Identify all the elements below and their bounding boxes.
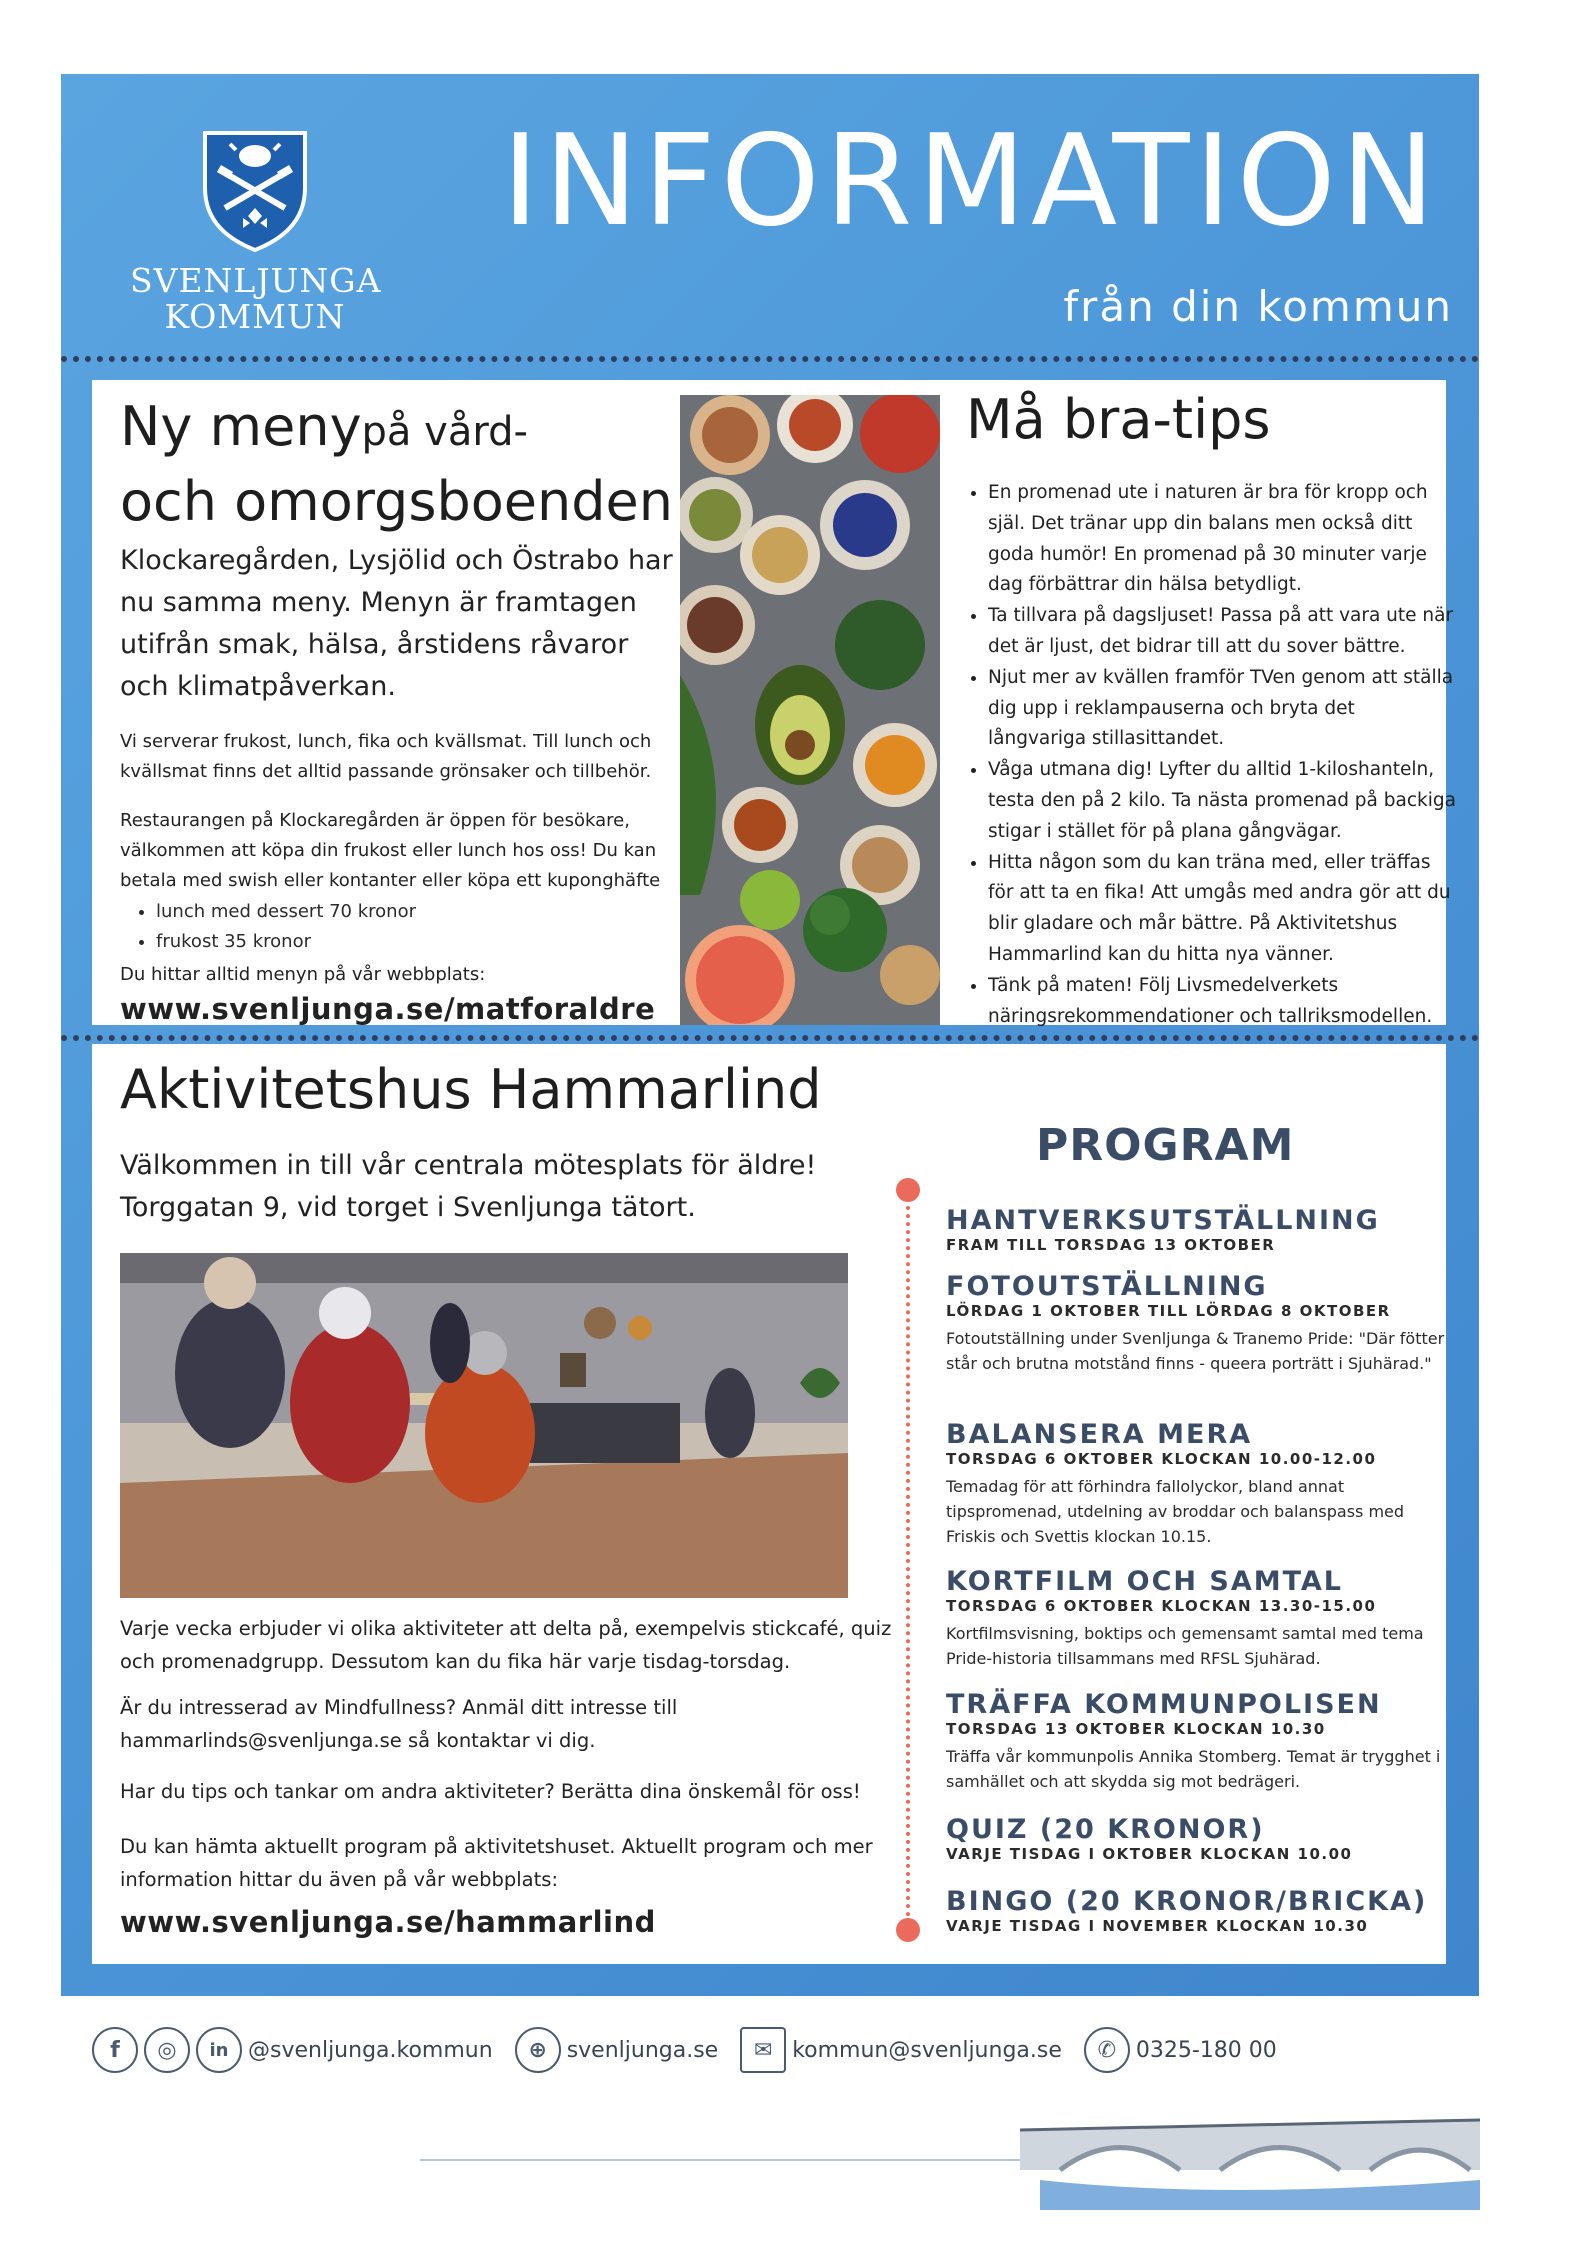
coat-of-arms-icon <box>200 128 310 253</box>
tip-item: • En promenad ute i naturen är bra för kropp och själ. Det tränar upp din balans men också ditt goda humör! En promenad på 30 minuter varje dag förbättrar din hälsa betydligt. <box>988 478 1458 601</box>
phone-number[interactable]: 0325-180 00 <box>1135 2037 1277 2063</box>
menu-heading-big: Ny meny <box>120 395 362 458</box>
price-list <box>120 897 416 957</box>
event-date: TORSDAG 13 OKTOBER KLOCKAN 10.30 <box>946 1720 1326 1738</box>
bridge-illustration <box>420 2100 1480 2220</box>
event-title: QUIZ (20 KRONOR) <box>946 1814 1265 1845</box>
tip-item: • Tänk på maten! Följ Livsmedelverkets näringsrekommendationer och tallriksmodellen. <box>988 971 1458 1033</box>
event-date: VARJE TISDAG I OKTOBER KLOCKAN 10.00 <box>946 1845 1353 1863</box>
event-title: BINGO (20 KRONOR/BRICKA) <box>946 1886 1428 1917</box>
program-event <box>946 1272 1446 1376</box>
website-link[interactable]: svenljunga.se <box>566 2037 719 2063</box>
program-event <box>946 1690 1446 1794</box>
event-date: LÖRDAG 1 OKTOBER TILL LÖRDAG 8 OKTOBER <box>946 1302 1391 1320</box>
activity-photo <box>120 1253 848 1598</box>
price-item: • frukost 35 kronor <box>156 927 416 957</box>
event-date: TORSDAG 6 OKTOBER KLOCKAN 13.30-15.00 <box>946 1597 1377 1615</box>
social-handle[interactable]: @svenljunga.kommun <box>248 2037 493 2063</box>
menu-paragraph-1: Vi serverar frukost, lunch, fika och kvällsmat. Till lunch och kvällsmat finns det alltid passande grönsaker och tillbehör. <box>120 731 652 782</box>
activity-url-link[interactable]: www.svenljunga.se/hammarlind <box>120 1905 656 1939</box>
instagram-icon[interactable]: ◎ <box>144 2027 190 2073</box>
dotted-divider <box>61 1035 1479 1041</box>
event-description: Fotoutställning under Svenljunga & Tranemo Pride: "Där fötter står och brutna motstånd finns - queera porträtt i Sjuhärad." <box>946 1329 1445 1373</box>
tip-item: • Njut mer av kvällen framför TVen genom att ställa dig upp i reklampauserna och bryta det långvariga stillasittandet. <box>988 663 1458 755</box>
price-item: • lunch med dessert 70 kronor <box>156 897 416 927</box>
timeline-dot <box>896 1918 920 1942</box>
logo-line1: SVENLJUNGA <box>130 261 382 300</box>
footer-contacts <box>92 2020 1299 2080</box>
activity-paragraph-1: Varje vecka erbjuder vi olika aktiviteter att delta på, exempelvis stickcafé, quiz och promenadgrupp. Dessutom kan du fika här varje tisdag-torsdag. <box>120 1617 892 1673</box>
event-title: TRÄFFA KOMMUNPOLISEN <box>946 1689 1382 1720</box>
activity-paragraph-2: Är du intresserad av Mindfullness? Anmäl ditt intresse till hammarlinds@svenljunga.se så kontaktar vi dig. <box>120 1696 678 1752</box>
activity-paragraph-4: Du kan hämta aktuellt program på aktivitetshuset. Aktuellt program och mer information hittar du även på vår webbplats: <box>120 1835 873 1891</box>
event-description: Träffa vår kommunpolis Annika Stomberg. Temat är trygghet i samhället och att skydda sig mot bedrägeri. <box>946 1747 1441 1791</box>
event-date: TORSDAG 6 OKTOBER KLOCKAN 10.00-12.00 <box>946 1450 1377 1468</box>
menu-heading-small: på vård- <box>361 409 528 455</box>
program-event <box>946 1567 1446 1671</box>
mail-icon: ✉ <box>740 2027 786 2073</box>
menu-url-link[interactable]: www.svenljunga.se/matforaldre <box>120 992 656 1026</box>
menu-paragraph-2: Restaurangen på Klockaregården är öppen för besökare, välkommen att köpa din frukost eller lunch hos oss! Du kan betala med swish eller kontanter eller köpa ett kuponghäfte <box>120 810 661 891</box>
event-title: KORTFILM OCH SAMTAL <box>946 1566 1344 1597</box>
menu-lead: Klockaregården, Lysjölid och Östrabo har nu samma meny. Menyn är framtagen utifrån smak, hälsa, årstidens råvaror och klimatpåverkan. <box>120 545 673 702</box>
event-title: FOTOUTSTÄLLNING <box>946 1271 1268 1302</box>
logo-line2: KOMMUN <box>164 297 346 336</box>
program-event <box>946 1206 1446 1254</box>
menu-heading <box>120 392 680 537</box>
globe-icon: ⊕ <box>515 2027 561 2073</box>
program-event <box>946 1887 1446 1935</box>
tips-heading: Må bra-tips <box>966 388 1271 451</box>
event-title: HANTVERKSUTSTÄLLNING <box>946 1205 1380 1236</box>
page-title: INFORMATION <box>501 107 1440 254</box>
tip-item: • Ta tillvara på dagsljuset! Passa på att vara ute när det är ljust, det bidrar till att du sover bättre. <box>988 601 1458 663</box>
activity-paragraph-3: Har du tips och tankar om andra aktiviteter? Berätta dina önskemål för oss! <box>120 1780 861 1803</box>
menu-more-text: Du hittar alltid menyn på vår webbplats: <box>120 964 486 985</box>
activity-heading: Aktivitetshus Hammarlind <box>120 1058 822 1121</box>
tip-item: • Våga utmana dig! Lyfter du alltid 1-kiloshanteln, testa den på 2 kilo. Ta nästa promenad på backiga stigar i stället för på plana gångvägar. <box>988 755 1458 847</box>
program-timeline <box>906 1190 910 1925</box>
program-event <box>946 1815 1446 1863</box>
phone-icon: ✆ <box>1084 2027 1130 2073</box>
facebook-icon[interactable]: f <box>92 2027 138 2073</box>
event-description: Kortfilmsvisning, boktips och gemensamt samtal med tema Pride-historia tillsammans med RFSL Sjuhärad. <box>946 1624 1424 1668</box>
event-date: VARJE TISDAG I NOVEMBER KLOCKAN 10.30 <box>946 1917 1369 1935</box>
event-description: Temadag för att förhindra fallolyckor, bland annat tipspromenad, utdelning av broddar och balanspass med Friskis och Svettis klockan 10.15. <box>946 1477 1405 1546</box>
municipality-logo <box>130 128 380 335</box>
menu-heading-line2: och omorgsboenden <box>120 470 673 533</box>
linkedin-icon[interactable]: in <box>196 2027 242 2073</box>
food-image <box>680 395 940 1025</box>
page-subtitle: från din kommun <box>1063 282 1453 331</box>
dotted-divider <box>61 356 1479 362</box>
tips-list <box>966 478 1458 1032</box>
timeline-dot <box>896 1178 920 1202</box>
event-title: BALANSERA MERA <box>946 1419 1253 1450</box>
event-date: FRAM TILL TORSDAG 13 OKTOBER <box>946 1236 1276 1254</box>
program-heading: PROGRAM <box>1036 1120 1295 1171</box>
program-event <box>946 1420 1446 1549</box>
email-link[interactable]: kommun@svenljunga.se <box>792 2037 1062 2063</box>
activity-lead: Välkommen in till vår centrala mötesplats för äldre! Torggatan 9, vid torget i Svenljunga tätort. <box>120 1150 817 1223</box>
tip-item: • Hitta någon som du kan träna med, eller träffas för att ta en fika! Att umgås med andra gör att du blir gladare och mår bättre. På Aktivitetshus Hammarlind kan du hitta nya vänner. <box>988 848 1458 971</box>
